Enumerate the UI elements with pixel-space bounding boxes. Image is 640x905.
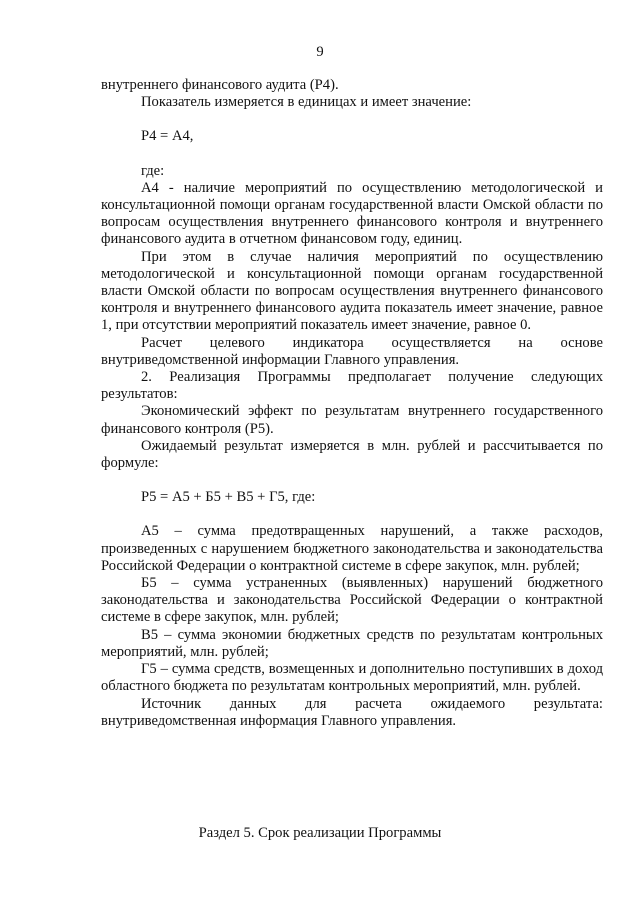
paragraph-a4-values: При этом в случае наличия мероприятий по осуществлению методологической и консультационной помощи органам государственной власти Омской области по вопросам осуществления внутреннего финансового контроля и внутреннего финансового аудита показатель имеет значение, равное 1, при отсутствии мероприятий показатель имеет значение, равное 0. bbox=[101, 248, 603, 334]
page-number: 9 bbox=[316, 44, 324, 60]
blank-line bbox=[101, 472, 603, 489]
paragraph-indicator-source: Расчет целевого индикатора осуществляется на основе внутриведомственной информации Главного управления. bbox=[101, 334, 603, 368]
section-heading: Раздел 5. Срок реализации Программы bbox=[198, 825, 442, 841]
blank-line bbox=[101, 111, 603, 128]
blank-line bbox=[101, 146, 603, 163]
blank-line bbox=[101, 506, 603, 523]
document-body bbox=[101, 77, 603, 730]
paragraph-program-results: 2. Реализация Программы предполагает получение следующих результатов: bbox=[101, 369, 603, 403]
formula-p4: Р4 = А4, bbox=[141, 128, 194, 145]
paragraph-p4-continuation: внутреннего финансового аудита (Р4). bbox=[101, 77, 339, 93]
paragraph-where: где: bbox=[141, 162, 165, 179]
paragraph-data-source: Источник данных для расчета ожидаемого результата: внутриведомственная информация Главного управления. bbox=[101, 695, 603, 729]
paragraph-a5-definition: А5 – сумма предотвращенных нарушений, а также расходов, произведенных с нарушением бюджетного законодательства и законодательства Российской Федерации о контрактной системе в сфере закупок, млн. рублей; bbox=[101, 523, 603, 574]
paragraph-economic-effect: Экономический эффект по результатам внутреннего государственного финансового контроля (Р5). bbox=[101, 403, 603, 437]
paragraph-a4-definition: А4 - наличие мероприятий по осуществлению методологической и консультационной помощи органам государственной власти Омской области по вопросам осуществления внутреннего финансового контроля и внутреннего финансового аудита в отчетном финансовом году, единиц. bbox=[101, 179, 603, 248]
paragraph-p5-measure: Ожидаемый результат измеряется в млн. рублей и рассчитывается по формуле: bbox=[101, 437, 603, 472]
paragraph-g5-definition: Г5 – сумма средств, возмещенных и дополнительно поступивших в доход областного бюджета по результатам контрольных мероприятий, млн. рублей. bbox=[101, 661, 603, 695]
paragraph-v5-definition: В5 – сумма экономии бюджетных средств по результатам контрольных мероприятий, млн. рублей; bbox=[101, 626, 603, 660]
formula-p5: Р5 = А5 + Б5 + В5 + Г5, где: bbox=[141, 489, 316, 506]
paragraph-b5-definition: Б5 – сумма устраненных (выявленных) нарушений бюджетного законодательства и законодательства Российской Федерации о контрактной системе в сфере закупок, млн. рублей; bbox=[101, 575, 603, 626]
paragraph-p4-measure: Показатель измеряется в единицах и имеет значение: bbox=[141, 94, 472, 111]
